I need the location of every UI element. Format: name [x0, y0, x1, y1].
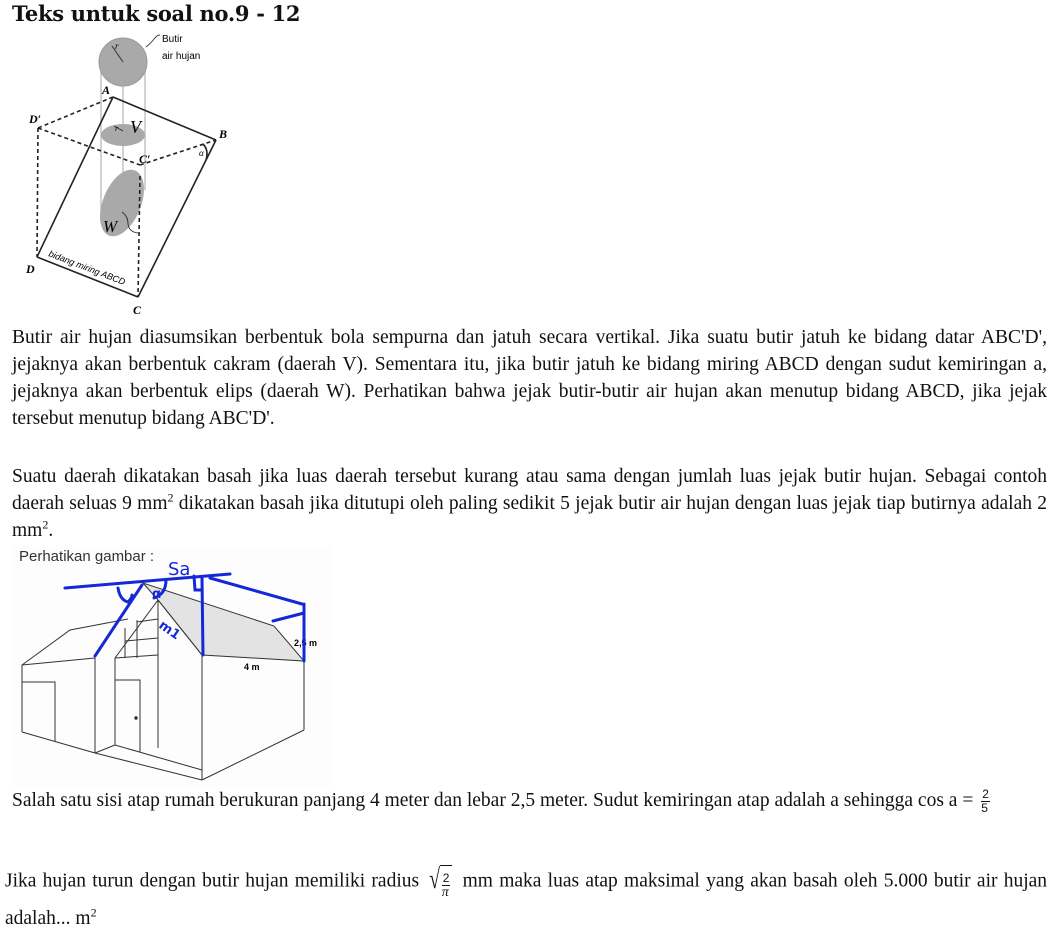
label-4m: 4 m [244, 662, 260, 672]
square-root [427, 862, 452, 902]
paragraph-4-line-2: 5.000 butir air hujan adalah... m [5, 870, 1048, 929]
paragraph-3-text-2: sehingga cos a = [843, 790, 979, 811]
label-w: W [103, 217, 118, 236]
label-plane: bidang miring ABCD [47, 248, 127, 287]
label-r-disc: r [115, 124, 119, 133]
fraction-numerator: 2 [982, 787, 989, 802]
period: . [48, 520, 54, 541]
annotation-alpha: α [152, 587, 161, 602]
fraction-denominator: 5 [981, 801, 988, 816]
label-v: V [130, 117, 141, 137]
label-alpha: α [199, 148, 204, 158]
sqrt-denominator: π [441, 885, 449, 901]
fraction [981, 788, 990, 815]
raindrop-diagram [0, 0, 320, 320]
label-2-5m: 2,5 m [294, 638, 318, 648]
paragraph-2 [12, 463, 1047, 544]
paragraph-4 [5, 862, 1047, 936]
label-butir: Butir [162, 34, 183, 45]
superscript: 2 [167, 490, 174, 505]
annotation-sa: Sa [168, 559, 191, 580]
label-c-prime: C′ [139, 152, 151, 166]
paragraph-1: Butir air hujan diasumsikan berbentuk bola sempurna dan jatuh secara vertikal. Jika suatu butir jatuh ke bidang datar ABC'D', jejaknya akan berbentuk cakram (daerah V). Sementara itu, jika butir jatuh ke bidang miring ABCD dengan sudut kemiringan a, jejaknya akan berbentuk elips (daerah W). Perhatikan bahwa jejak butir-butir air hujan akan menutup bidang ABCD, jika jejak tersebut menutup bidang ABC'D'. [12, 327, 1047, 429]
house-drawing [0, 546, 340, 786]
annotation-m1: m1 [155, 617, 183, 644]
figure-caption: Perhatikan gambar : [19, 548, 155, 565]
label-d-prime: D′ [29, 112, 42, 126]
label-c: C [133, 303, 142, 317]
paragraph-2-part-2: dikatakan basah jika ditutupi oleh paling sedikit 5 jejak butir air hujan dengan luas jejak tiap butirnya adalah 2 mm [12, 493, 1047, 541]
label-b: B [219, 127, 228, 141]
superscript: 2 [42, 517, 49, 532]
radical-icon: √ [429, 864, 441, 895]
label-d: D [26, 262, 35, 276]
paragraph-3 [12, 787, 1047, 815]
paragraph-3-text: Salah satu sisi atap rumah berukuran panjang 4 meter dan lebar 2,5 meter. Sudut kemiringan atap adalah a [12, 790, 839, 811]
label-a: A [102, 83, 111, 97]
sqrt-numerator: 2 [442, 871, 450, 886]
paragraph-4-part-1: Jika hujan turun dengan butir hujan memiliki radius [5, 870, 420, 892]
superscript: 2 [90, 905, 97, 920]
label-air-hujan: air hujan [162, 51, 201, 62]
paragraph-2-line-1: Suatu daerah dikatakan basah jika luas daerah tersebut kurang atau sama dengan jumlah luas jejak butir hujan. [12, 466, 917, 487]
label-r: r [115, 41, 119, 51]
paragraph-2-part-1: Sebagai contoh daerah seluas 9 mm [12, 466, 1047, 514]
page-title: Teks untuk soal no.9 - 12 [12, 1, 301, 26]
paragraph-4-part-2: mm maka luas atap maksimal yang akan basah oleh [462, 870, 878, 892]
